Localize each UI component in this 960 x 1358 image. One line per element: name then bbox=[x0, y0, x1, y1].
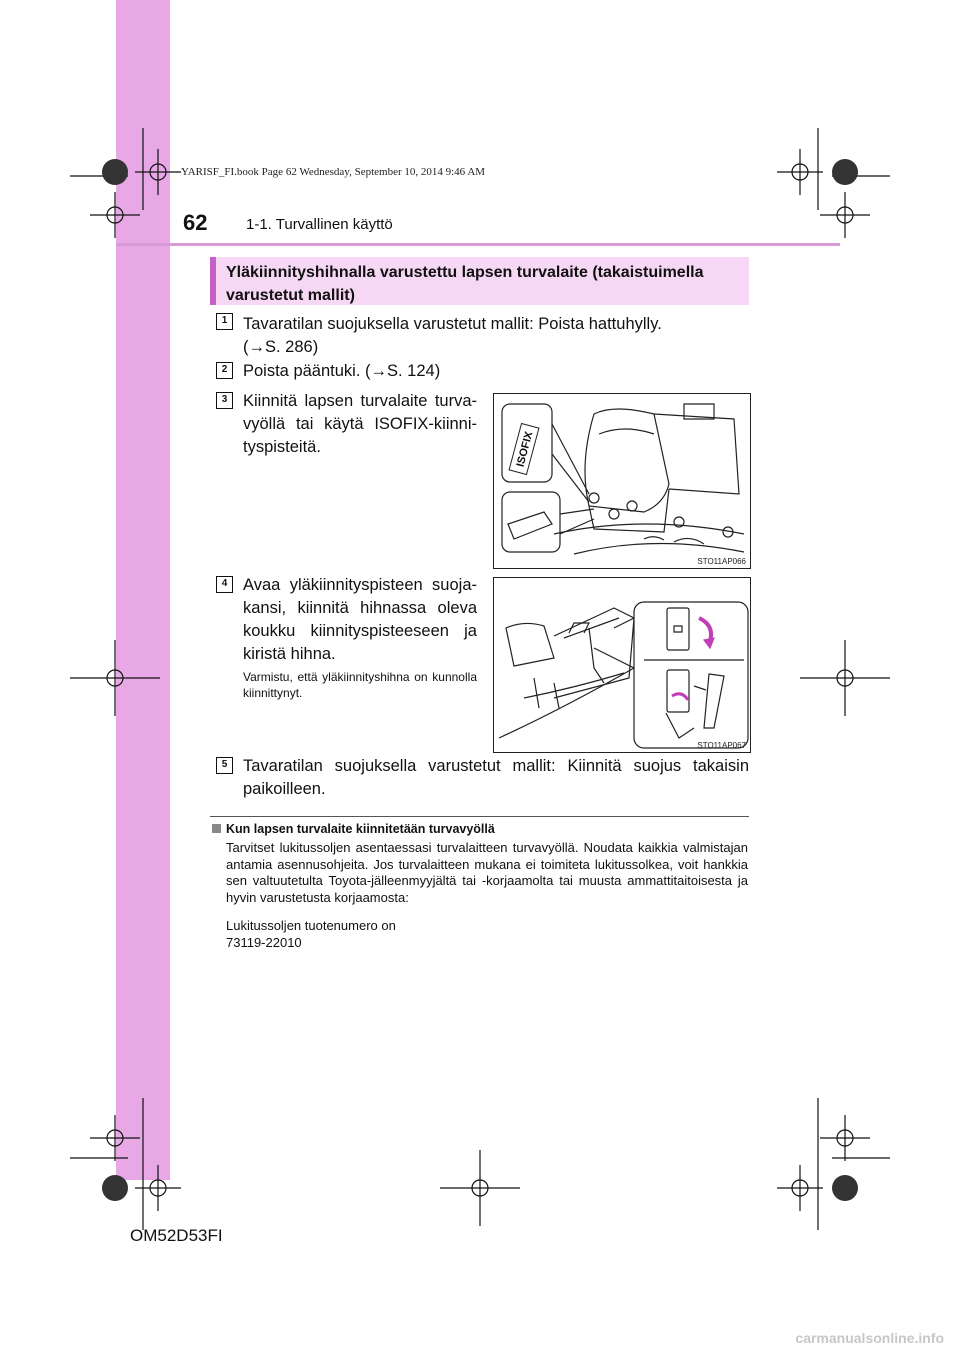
step-4-line-4: kiristä hihna. bbox=[243, 645, 336, 663]
step-3-line-2: vyöllä tai käytä ISOFIX-kiinni- bbox=[243, 415, 477, 433]
step-4-text bbox=[243, 574, 477, 666]
step-3-line-1: Kiinnitä lapsen turvalaite turva- bbox=[243, 392, 477, 410]
page-number: 62 bbox=[183, 210, 208, 235]
isofix-label: ISOFIX bbox=[514, 430, 536, 469]
book-info: YARISF_FI.book Page 62 Wednesday, September 10, 2014 9:46 AM bbox=[181, 166, 486, 178]
header-rule bbox=[116, 243, 840, 246]
step-4-number: 4 bbox=[216, 576, 233, 593]
bullet-square-icon bbox=[212, 824, 221, 833]
figure-1-caption: STO11AP066 bbox=[697, 557, 746, 566]
step-2-number: 2 bbox=[216, 362, 233, 379]
info-body: Tarvitset lukitussoljen asentaessasi turvalaitteen turvavyöllä. Noudata kaikkia valmistajan antamia asennusohjeita. Jos turvalaitteen mukana ei toimiteta lukitussolkea, voit hankkia sen valtuutetulta Toyota-jälleenmyyjältä tai -korjaamolta tai muusta ammattitaitoisesta ja hyvin varustetusta korjaamosta: bbox=[226, 840, 748, 905]
step-2-text bbox=[243, 360, 440, 383]
section-divider bbox=[210, 816, 749, 817]
step-5-number: 5 bbox=[216, 757, 233, 774]
step-5-line-1: Tavaratilan suojuksella varustetut mallit: Kiinnitä suojus takaisin bbox=[243, 757, 749, 775]
watermark: carmanualsonline.info bbox=[795, 1330, 944, 1346]
section-title-line-1: Yläkiinnityshihnalla varustettu lapsen turvalaite (takaistuimella bbox=[226, 264, 704, 281]
figure-top-tether bbox=[493, 577, 751, 753]
info-title-text: Kun lapsen turvalaite kiinnitetään turvavyöllä bbox=[226, 822, 495, 836]
figure-2-caption: STO11AP067 bbox=[697, 741, 746, 750]
section-title-line-2: varustetut mallit) bbox=[226, 287, 355, 304]
chapter-title: 1-1. Turvallinen käyttö bbox=[246, 216, 393, 233]
info-heading bbox=[212, 822, 495, 836]
step-5-line-2: paikoilleen. bbox=[243, 780, 326, 798]
step-1-number: 1 bbox=[216, 313, 233, 330]
step-2-line-1: Poista pääntuki. (→S. 124) bbox=[243, 362, 441, 380]
step-4-line-3: koukku kiinnityspisteeseen ja bbox=[243, 622, 477, 640]
footer-code: OM52D53FI bbox=[130, 1226, 223, 1245]
step-1-line-2: (→S. 286) bbox=[243, 338, 319, 356]
step-3-line-3: tyspisteitä. bbox=[243, 438, 321, 456]
info-part-number-label: Lukitussoljen tuotenumero on bbox=[226, 918, 396, 933]
tether-illustration bbox=[494, 578, 750, 752]
seat-illustration bbox=[494, 394, 750, 568]
step-5-text bbox=[243, 755, 749, 801]
section-heading bbox=[210, 257, 749, 305]
step-4-line-1: Avaa yläkiinnityspisteen suoja- bbox=[243, 576, 477, 594]
figure-isofix-seat bbox=[493, 393, 751, 569]
step-4-note: Varmistu, että yläkiinnityshihna on kunnolla kiinnittynyt. bbox=[243, 670, 477, 700]
step-1-line-1: Tavaratilan suojuksella varustetut mallit: Poista hattuhylly. bbox=[243, 315, 662, 333]
info-part-number: 73119-22010 bbox=[226, 935, 302, 950]
step-1-text bbox=[243, 313, 662, 359]
step-4-line-2: kansi, kiinnitä hihnassa oleva bbox=[243, 599, 477, 617]
step-3-text bbox=[243, 390, 477, 459]
step-3-number: 3 bbox=[216, 392, 233, 409]
